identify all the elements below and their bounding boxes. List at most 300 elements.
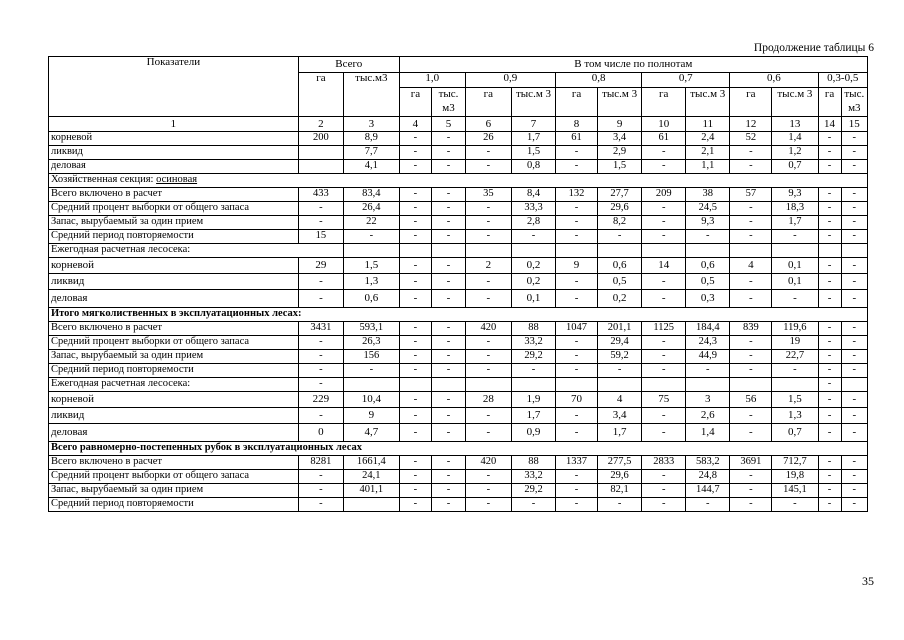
table-cell: - [511, 364, 555, 378]
table-cell: 8,4 [511, 188, 555, 202]
table-cell: 18,3 [772, 202, 818, 216]
row-label: деловая [49, 424, 299, 442]
table-cell: - [432, 274, 466, 290]
table-row [49, 202, 868, 216]
table-cell: 29,4 [598, 336, 642, 350]
table-cell: - [298, 336, 343, 350]
table-cell: - [772, 290, 818, 308]
table-cell [511, 378, 555, 392]
column-number: 4 [399, 117, 432, 132]
table-cell: 4 [598, 392, 642, 408]
table-cell: - [556, 350, 598, 364]
table-cell: 59,2 [598, 350, 642, 364]
table-cell: - [642, 290, 686, 308]
table-row [49, 132, 868, 146]
table-cell: - [556, 336, 598, 350]
table-cell: - [730, 216, 772, 230]
total-ha-header: га [298, 73, 343, 117]
table-cell: - [556, 290, 598, 308]
table-cell: - [841, 290, 867, 308]
table-cell: 7,7 [344, 146, 400, 160]
column-number: 14 [818, 117, 841, 132]
table-cell: - [399, 336, 432, 350]
table-cell: - [556, 230, 598, 244]
table-cell: 1,3 [344, 274, 400, 290]
table-cell: 10,4 [344, 392, 400, 408]
table-cell: 229 [298, 392, 343, 408]
table-cell: - [818, 378, 841, 392]
table-cell: 1,1 [686, 160, 730, 174]
table-cell: - [399, 258, 432, 274]
table-cell: - [818, 484, 841, 498]
table-cell: - [598, 364, 642, 378]
table-cell: - [818, 364, 841, 378]
table-cell: - [730, 350, 772, 364]
table-cell: - [432, 336, 466, 350]
table-cell: - [772, 364, 818, 378]
table-row [49, 308, 868, 322]
table-row [49, 408, 868, 424]
table-cell: 83,4 [344, 188, 400, 202]
table-cell: 0,1 [511, 290, 555, 308]
table-cell: - [730, 498, 772, 512]
table-cell: 401,1 [344, 484, 400, 498]
table-cell [298, 160, 343, 174]
table-cell: 132 [556, 188, 598, 202]
density-header: 0,9 [465, 73, 555, 88]
sub-tm3-header: тыс. м3 [841, 88, 867, 117]
column-number: 12 [730, 117, 772, 132]
table-cell: 2,8 [511, 216, 555, 230]
data-table [48, 56, 868, 512]
table-row [49, 378, 868, 392]
table-cell: - [465, 230, 511, 244]
table-cell: 0,6 [686, 258, 730, 274]
table-cell: 119,6 [772, 322, 818, 336]
table-cell: - [730, 424, 772, 442]
table-cell: - [642, 470, 686, 484]
table-cell: 0 [298, 424, 343, 442]
row-label: деловая [49, 290, 299, 308]
section-prefix: Хозяйственная секция: [51, 174, 157, 186]
table-cell: - [556, 364, 598, 378]
table-cell: - [432, 160, 466, 174]
table-cell: - [465, 484, 511, 498]
table-cell [730, 244, 772, 258]
table-cell: - [432, 202, 466, 216]
table-cell: - [642, 364, 686, 378]
table-cell: 0,5 [598, 274, 642, 290]
table-cell [298, 146, 343, 160]
table-cell [344, 378, 400, 392]
sub-ha-header: га [399, 88, 432, 117]
row-label: Средний процент выборки от общего запаса [49, 336, 299, 350]
table-cell: 8281 [298, 456, 343, 470]
table-cell: 33,3 [511, 202, 555, 216]
table-cell: 1,7 [598, 424, 642, 442]
row-label: ликвид [49, 274, 299, 290]
table-row [49, 160, 868, 174]
table-cell [399, 378, 432, 392]
sub-ha-header: га [465, 88, 511, 117]
table-row [49, 244, 868, 258]
table-cell: - [818, 132, 841, 146]
table-cell: 29,6 [598, 470, 642, 484]
table-caption: Продолжение таблицы 6 [753, 42, 874, 54]
table-cell: 2,4 [686, 132, 730, 146]
table-cell: - [298, 274, 343, 290]
table-cell: 201,1 [598, 322, 642, 336]
column-number-row [49, 117, 868, 132]
table-cell: 144,7 [686, 484, 730, 498]
table-row [49, 174, 868, 188]
column-number: 9 [598, 117, 642, 132]
table-cell: - [642, 408, 686, 424]
table-cell: - [465, 470, 511, 484]
table-cell: 75 [642, 392, 686, 408]
table-row [49, 442, 868, 456]
row-label: Средний процент выборки от общего запаса [49, 470, 299, 484]
table-cell [465, 378, 511, 392]
table-cell: 44,9 [686, 350, 730, 364]
table-cell: 24,5 [686, 202, 730, 216]
sub-ha-header: га [556, 88, 598, 117]
table-cell: - [432, 392, 466, 408]
table-cell: - [399, 216, 432, 230]
table-cell: 4 [730, 258, 772, 274]
table-cell: 61 [642, 132, 686, 146]
table-cell: 420 [465, 456, 511, 470]
table-cell: - [511, 230, 555, 244]
table-cell: 8,9 [344, 132, 400, 146]
table-cell: 4,7 [344, 424, 400, 442]
table-row [49, 258, 868, 274]
table-cell [841, 378, 867, 392]
table-cell [730, 378, 772, 392]
table-cell: - [298, 484, 343, 498]
table-cell: - [642, 336, 686, 350]
including-header: В том числе по полнотам [399, 57, 867, 73]
table-cell: 26,3 [344, 336, 400, 350]
table-cell: - [432, 456, 466, 470]
table-cell: - [511, 498, 555, 512]
table-cell: - [399, 290, 432, 308]
section-heading: Итого мягколиственных в эксплуатационных лесах: [49, 308, 868, 322]
table-cell: 1337 [556, 456, 598, 470]
table-cell: - [686, 230, 730, 244]
table-cell: - [556, 160, 598, 174]
table-row [49, 364, 868, 378]
table-cell: 24,1 [344, 470, 400, 484]
sub-tm3-header: тыс.м 3 [686, 88, 730, 117]
table-cell: 70 [556, 392, 598, 408]
density-header: 0,7 [642, 73, 730, 88]
table-cell: - [399, 456, 432, 470]
table-cell [686, 244, 730, 258]
table-cell: 0,5 [686, 274, 730, 290]
table-cell: - [730, 230, 772, 244]
table-cell: - [841, 216, 867, 230]
table-cell: - [465, 290, 511, 308]
table-cell: 1,7 [511, 132, 555, 146]
table-cell [642, 244, 686, 258]
table-cell: 38 [686, 188, 730, 202]
table-cell: 82,1 [598, 484, 642, 498]
table-cell: 184,4 [686, 322, 730, 336]
table-cell: - [399, 470, 432, 484]
table-cell: - [841, 470, 867, 484]
sub-ha-header: га [818, 88, 841, 117]
table-cell: - [465, 146, 511, 160]
table-cell: - [465, 336, 511, 350]
table-cell: - [556, 146, 598, 160]
table-cell: - [465, 216, 511, 230]
table-cell: 35 [465, 188, 511, 202]
table-cell: - [298, 202, 343, 216]
row-label: Ежегодная расчетная лесосека: [49, 378, 299, 392]
table-cell: 0,1 [772, 274, 818, 290]
table-cell: - [556, 408, 598, 424]
table-cell: 277,5 [598, 456, 642, 470]
table-cell: - [730, 470, 772, 484]
table-cell: - [642, 160, 686, 174]
table-cell: - [818, 258, 841, 274]
table-cell: 200 [298, 132, 343, 146]
table-row [49, 290, 868, 308]
table-cell: - [465, 202, 511, 216]
total-header: Всего [298, 57, 399, 73]
table-cell: - [399, 146, 432, 160]
section-name: осиновая [156, 174, 198, 186]
table-cell: - [465, 424, 511, 442]
table-cell: - [432, 364, 466, 378]
column-number: 15 [841, 117, 867, 132]
table-cell: 0,7 [772, 424, 818, 442]
table-cell: - [642, 146, 686, 160]
table-cell: 57 [730, 188, 772, 202]
table-cell: 0,8 [511, 160, 555, 174]
table-cell: - [465, 350, 511, 364]
table-cell: 15 [298, 230, 343, 244]
table-cell: 22 [344, 216, 400, 230]
table-row [49, 456, 868, 470]
table-cell: - [818, 160, 841, 174]
table-cell: 29,6 [598, 202, 642, 216]
table-cell: - [432, 498, 466, 512]
total-tm3-header: тыс.м3 [344, 73, 400, 117]
table-cell: - [432, 188, 466, 202]
section-label [49, 174, 868, 188]
table-cell: - [399, 350, 432, 364]
row-label: деловая [49, 160, 299, 174]
table-cell: - [772, 230, 818, 244]
row-label: Средний процент выборки от общего запаса [49, 202, 299, 216]
table-cell: 0,3 [686, 290, 730, 308]
header-row-1 [49, 57, 868, 73]
table-cell: - [465, 160, 511, 174]
table-cell: - [841, 132, 867, 146]
table-row [49, 230, 868, 244]
table-cell: 26 [465, 132, 511, 146]
table-cell: - [598, 498, 642, 512]
table-cell: - [818, 188, 841, 202]
table-cell: - [818, 392, 841, 408]
table-cell: - [298, 470, 343, 484]
table-cell: 0,6 [344, 290, 400, 308]
table-cell: - [399, 188, 432, 202]
table-cell: - [344, 230, 400, 244]
table-cell: - [298, 364, 343, 378]
table-cell [344, 244, 400, 258]
table-cell: - [465, 498, 511, 512]
table-cell: 156 [344, 350, 400, 364]
table-cell: 433 [298, 188, 343, 202]
table-cell [432, 378, 466, 392]
table-cell: 0,2 [598, 290, 642, 308]
table-cell: 52 [730, 132, 772, 146]
table-cell: - [818, 322, 841, 336]
table-cell: - [818, 146, 841, 160]
table-cell: - [841, 456, 867, 470]
table-cell: - [465, 408, 511, 424]
table-cell: 712,7 [772, 456, 818, 470]
table-cell: 2,9 [598, 146, 642, 160]
table-cell [841, 244, 867, 258]
table-cell: - [399, 274, 432, 290]
table-cell: - [556, 470, 598, 484]
table-cell: 1047 [556, 322, 598, 336]
table-cell: - [642, 498, 686, 512]
table-cell: 29 [298, 258, 343, 274]
table-cell: - [399, 498, 432, 512]
table-cell: 3,4 [598, 408, 642, 424]
table-cell [686, 378, 730, 392]
table-cell: - [730, 146, 772, 160]
table-cell: - [642, 216, 686, 230]
table-cell: 24,3 [686, 336, 730, 350]
table-cell: - [730, 336, 772, 350]
row-label: корневой [49, 258, 299, 274]
table-row [49, 146, 868, 160]
table-cell: 9 [344, 408, 400, 424]
table-cell [818, 244, 841, 258]
table-cell: 28 [465, 392, 511, 408]
table-cell: 3 [686, 392, 730, 408]
table-cell: - [399, 424, 432, 442]
table-cell: - [730, 408, 772, 424]
table-row [49, 350, 868, 364]
table-cell [772, 378, 818, 392]
table-cell: - [841, 274, 867, 290]
table-row [49, 336, 868, 350]
table-cell: - [841, 392, 867, 408]
table-cell: 1,4 [772, 132, 818, 146]
table-row [49, 392, 868, 408]
sub-tm3-header: тыс. м3 [432, 88, 466, 117]
table-cell [556, 378, 598, 392]
table-cell: 593,1 [344, 322, 400, 336]
table-cell: - [841, 202, 867, 216]
table-cell [556, 244, 598, 258]
table-cell [598, 378, 642, 392]
table-cell [465, 244, 511, 258]
table-cell: - [841, 188, 867, 202]
table-cell: - [841, 322, 867, 336]
sub-tm3-header: тыс.м 3 [772, 88, 818, 117]
table-cell: 1,5 [511, 146, 555, 160]
table-cell: - [432, 424, 466, 442]
table-cell: 2 [465, 258, 511, 274]
row-label: корневой [49, 132, 299, 146]
table-cell: - [642, 350, 686, 364]
column-number: 8 [556, 117, 598, 132]
table-cell: 1,7 [511, 408, 555, 424]
table-cell: - [432, 290, 466, 308]
table-cell: 9 [556, 258, 598, 274]
table-cell: - [432, 216, 466, 230]
table-cell: - [399, 364, 432, 378]
table-cell: - [465, 364, 511, 378]
table-cell [399, 244, 432, 258]
table-cell: - [841, 230, 867, 244]
table-cell [642, 378, 686, 392]
table-cell: - [344, 364, 400, 378]
table-cell: - [818, 230, 841, 244]
table-cell: 0,9 [511, 424, 555, 442]
table-cell: - [399, 230, 432, 244]
table-cell: - [686, 364, 730, 378]
table-cell: 2833 [642, 456, 686, 470]
table-cell: 22,7 [772, 350, 818, 364]
table-cell: 88 [511, 456, 555, 470]
table-cell: 88 [511, 322, 555, 336]
table-cell: - [399, 202, 432, 216]
sub-tm3-header: тыс.м 3 [598, 88, 642, 117]
table-cell: - [818, 350, 841, 364]
table-cell: - [841, 484, 867, 498]
table-cell: 0,2 [511, 274, 555, 290]
column-number: 1 [49, 117, 299, 132]
table-cell: 1661,4 [344, 456, 400, 470]
table-cell: - [298, 408, 343, 424]
table-cell [772, 244, 818, 258]
table-cell: - [818, 216, 841, 230]
density-header: 0,8 [556, 73, 642, 88]
table-cell: 8,2 [598, 216, 642, 230]
table-cell: - [298, 350, 343, 364]
row-label: Средний период повторяемости [49, 230, 299, 244]
row-label: корневой [49, 392, 299, 408]
column-number: 5 [432, 117, 466, 132]
table-cell: - [556, 498, 598, 512]
table-cell: - [841, 350, 867, 364]
table-cell: 2,6 [686, 408, 730, 424]
table-cell: - [598, 230, 642, 244]
table-cell: - [298, 498, 343, 512]
table-cell: - [556, 424, 598, 442]
table-cell: - [399, 160, 432, 174]
table-cell: - [298, 216, 343, 230]
section-heading: Всего равномерно-постепенных рубок в эксплуатационных лесах [49, 442, 868, 456]
table-cell: - [399, 132, 432, 146]
column-number: 3 [344, 117, 400, 132]
table-cell: - [730, 364, 772, 378]
table-cell: - [730, 274, 772, 290]
table-cell: - [432, 322, 466, 336]
table-cell: 0,6 [598, 258, 642, 274]
table-cell: 0,7 [772, 160, 818, 174]
table-cell: - [818, 408, 841, 424]
